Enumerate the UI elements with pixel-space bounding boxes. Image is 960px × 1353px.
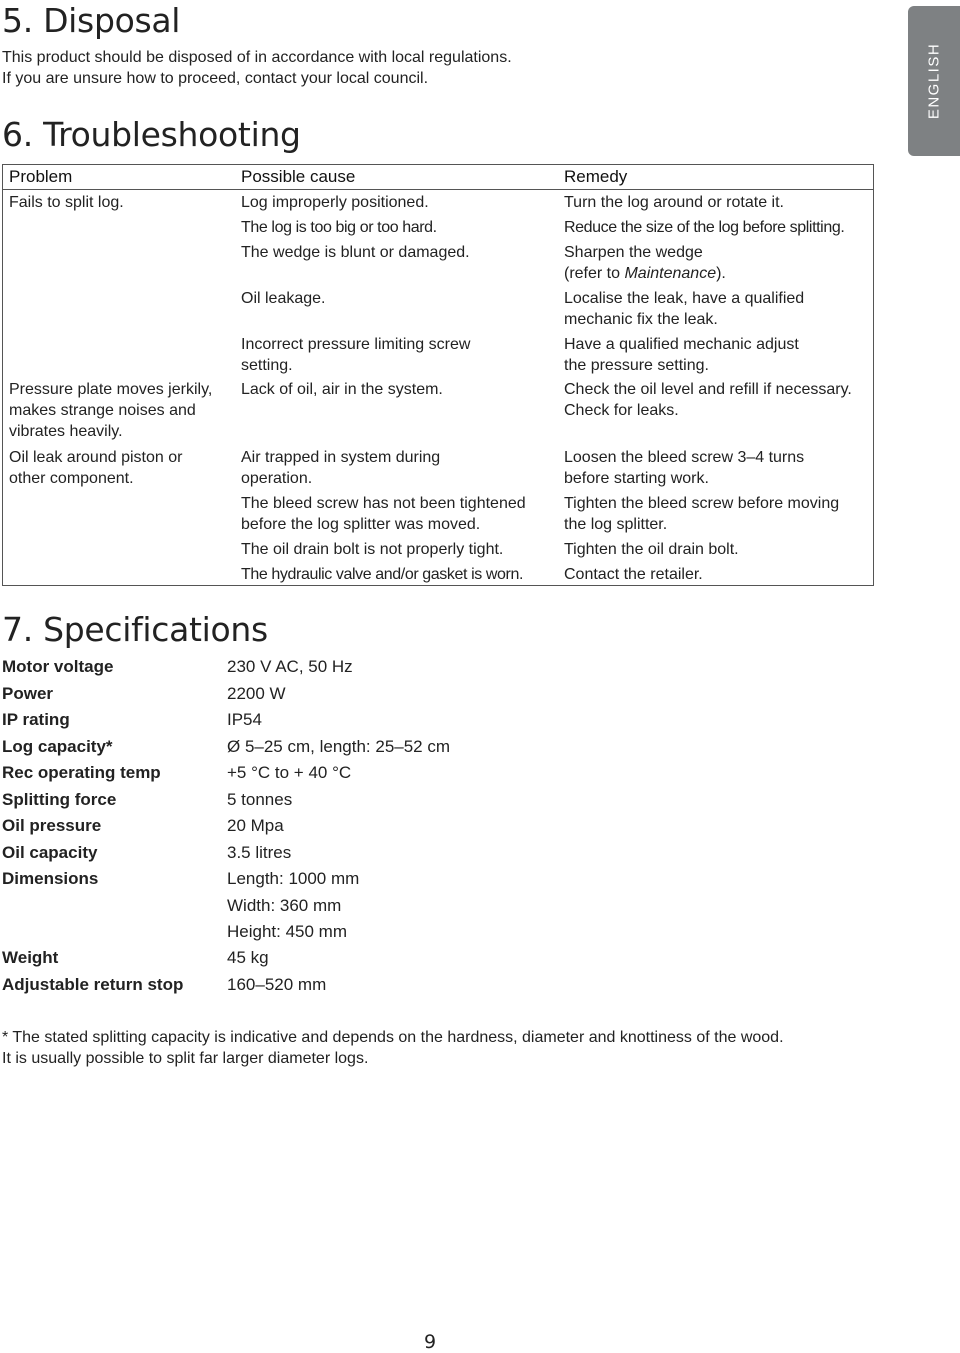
remedy-text: Contact the retailer. — [564, 566, 703, 583]
spec-value: 45 kg — [227, 948, 269, 967]
spec-label: Oil capacity — [2, 843, 98, 862]
disposal-line-1: This product should be disposed of in accordance with local regulations. — [2, 49, 512, 66]
cause-text: The hydraulic valve and/or gasket is worn. — [241, 566, 524, 583]
footnote-line-1: * The stated splitting capacity is indicative and depends on the hardness, diameter and knottiness of the wood. — [2, 1029, 784, 1046]
cause-text: Incorrect pressure limiting screw — [241, 336, 471, 353]
cause-cell — [241, 217, 437, 238]
cause-text: operation. — [241, 470, 313, 487]
cause-text: The oil drain bolt is not properly tight. — [241, 541, 504, 558]
cause-text: Air trapped in system during — [241, 449, 441, 466]
remedy-cell — [564, 334, 799, 376]
problem-cell — [9, 447, 182, 489]
cause-cell — [241, 493, 526, 535]
problem-text: vibrates heavily. — [9, 423, 123, 440]
remedy-text: mechanic fix the leak. — [564, 311, 718, 328]
remedy-text: Reduce the size of the log before splitting. — [564, 219, 845, 236]
spec-label: Power — [2, 684, 54, 703]
problem-cell — [9, 379, 212, 442]
column-header-cause: Possible cause — [241, 167, 356, 186]
spec-value: 160–520 mm — [227, 975, 327, 994]
column-header-problem: Problem — [9, 167, 73, 186]
disposal-line-2: If you are unsure how to proceed, contact your local council. — [2, 70, 429, 87]
cause-text: The bleed screw has not been tightened — [241, 495, 526, 512]
spec-value: IP54 — [227, 710, 262, 729]
remedy-cell — [564, 217, 844, 238]
spec-value: 20 Mpa — [227, 816, 284, 835]
problem-text: Fails to split log. — [9, 194, 124, 211]
cause-cell — [241, 242, 470, 263]
spec-label: IP rating — [2, 710, 70, 729]
language-tab — [908, 6, 960, 156]
footnote-line-2: It is usually possible to split far larger diameter logs. — [2, 1050, 369, 1067]
spec-label: Weight — [2, 948, 59, 967]
remedy-text: Localise the leak, have a qualified — [564, 290, 805, 307]
remedy-text: Loosen the bleed screw 3–4 turns — [564, 449, 805, 466]
remedy-cell — [564, 379, 852, 421]
table-header-row — [3, 165, 873, 190]
remedy-cell — [564, 539, 739, 560]
cause-text: The wedge is blunt or damaged. — [241, 244, 470, 261]
cause-text: Lack of oil, air in the system. — [241, 381, 443, 398]
cause-text: setting. — [241, 357, 293, 374]
spec-label: Oil pressure — [2, 816, 102, 835]
cause-text: Log improperly positioned. — [241, 194, 429, 211]
cause-cell — [241, 334, 470, 376]
spec-value: Width: 360 mm — [227, 896, 342, 915]
cause-text: before the log splitter was moved. — [241, 516, 481, 533]
disposal-text — [2, 47, 512, 89]
remedy-text: (refer to — [564, 265, 625, 282]
spec-value: 2200 W — [227, 684, 286, 703]
remedy-text: Sharpen the wedge — [564, 244, 703, 261]
cause-cell — [241, 192, 429, 213]
remedy-text: Check the oil level and refill if necessary. — [564, 381, 852, 398]
spec-value: Ø 5–25 cm, length: 25–52 cm — [227, 737, 451, 756]
spec-value: 5 tonnes — [227, 790, 293, 809]
troubleshooting-heading: 6. Troubleshooting — [2, 115, 301, 154]
spec-label: Rec operating temp — [2, 763, 161, 782]
remedy-cell — [564, 447, 804, 489]
remedy-text — [564, 263, 726, 284]
spec-label: Adjustable return stop — [2, 975, 184, 994]
cause-cell — [241, 447, 440, 489]
spec-label: Dimensions — [2, 869, 99, 888]
remedy-cell — [564, 242, 726, 284]
cause-cell — [241, 564, 523, 585]
cause-cell — [241, 288, 326, 309]
spec-label: Splitting force — [2, 790, 117, 809]
problem-cell — [9, 192, 124, 213]
remedy-cell — [564, 288, 804, 330]
remedy-cell — [564, 564, 703, 585]
spec-value: 3.5 litres — [227, 843, 292, 862]
cause-cell — [241, 379, 443, 400]
spec-value: 230 V AC, 50 Hz — [227, 657, 353, 676]
remedy-text: Check for leaks. — [564, 402, 679, 419]
column-header-remedy: Remedy — [564, 167, 628, 186]
spec-value: Length: 1000 mm — [227, 869, 360, 888]
remedy-text: Tighten the oil drain bolt. — [564, 541, 739, 558]
spec-value: +5 °C to + 40 °C — [227, 763, 352, 782]
troubleshooting-table — [2, 164, 874, 586]
remedy-cell — [564, 192, 784, 213]
problem-text: makes strange noises and — [9, 402, 196, 419]
footnote — [2, 1027, 784, 1069]
remedy-text: ). — [716, 265, 726, 282]
language-tab-label: ENGLISH — [925, 42, 943, 120]
page-number: 9 — [423, 1331, 437, 1353]
spec-value: Height: 450 mm — [227, 922, 347, 941]
problem-text: Pressure plate moves jerkily, — [9, 381, 213, 398]
problem-text: Oil leak around piston or — [9, 449, 183, 466]
problem-text: other component. — [9, 470, 134, 487]
cause-text: The log is too big or too hard. — [241, 219, 437, 236]
specifications-heading: 7. Specifications — [2, 610, 268, 649]
remedy-text: Have a qualified mechanic adjust — [564, 336, 799, 353]
remedy-text: before starting work. — [564, 470, 709, 487]
maintenance-reference: Maintenance — [624, 265, 717, 282]
remedy-text: the pressure setting. — [564, 357, 709, 374]
cause-cell — [241, 539, 503, 560]
remedy-text: Turn the log around or rotate it. — [564, 194, 784, 211]
remedy-cell — [564, 493, 839, 535]
cause-text: Oil leakage. — [241, 290, 326, 307]
spec-label: Log capacity* — [2, 737, 113, 756]
spec-label: Motor voltage — [2, 657, 114, 676]
disposal-heading: 5. Disposal — [2, 1, 181, 40]
remedy-text: the log splitter. — [564, 516, 668, 533]
remedy-text: Tighten the bleed screw before moving — [564, 495, 840, 512]
